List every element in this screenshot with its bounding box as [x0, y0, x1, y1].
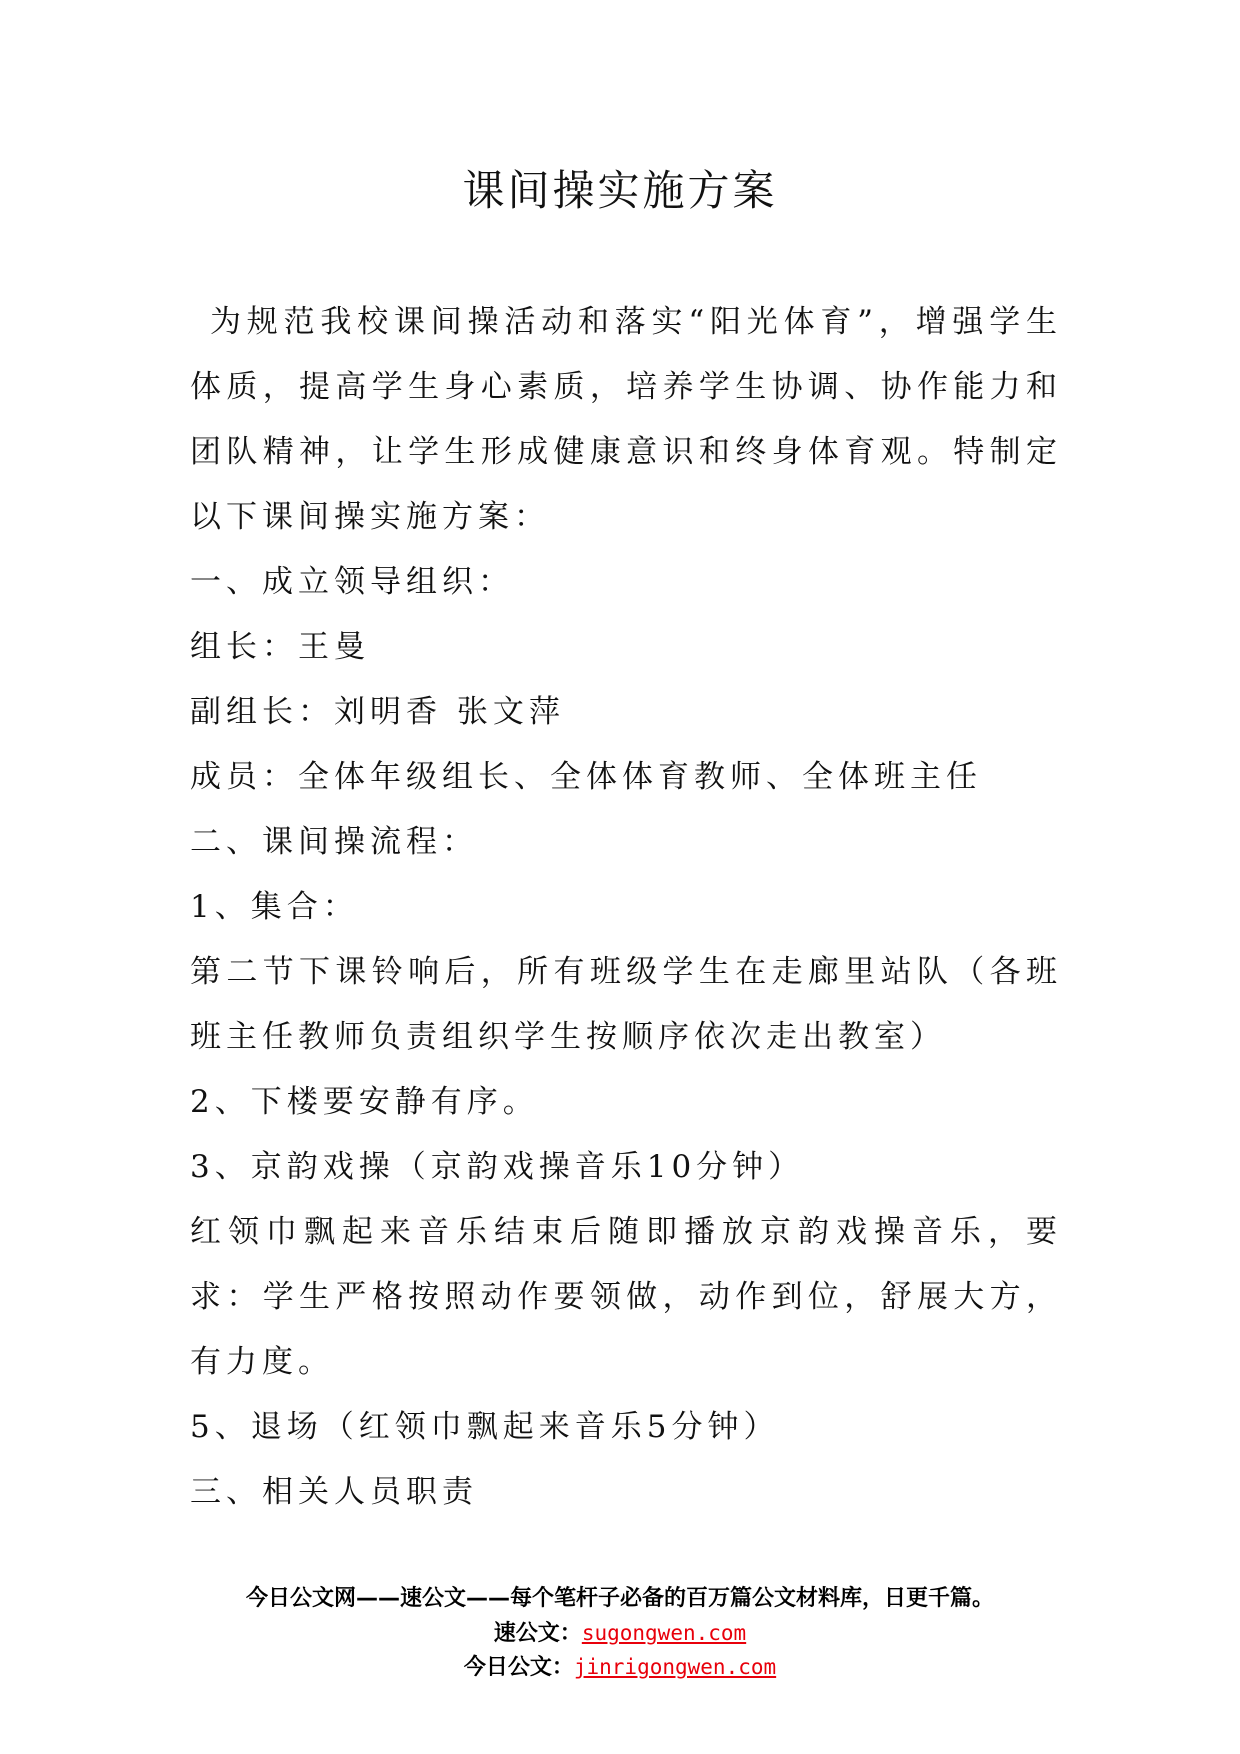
leader-line: 组长：王曼: [190, 629, 370, 665]
footer-slogan: 今日公文网——速公文——每个笔杆子必备的百万篇公文材料库，日更千篇。: [245, 1586, 994, 1611]
deputy-leader-line: 副组长：刘明香 张文萍: [190, 694, 565, 730]
opera-exercise-detail: 红领巾飘起来音乐结束后随即播放京韵戏操音乐，要求：学生严格按照动作要领做，动作到位，舒展大方，有力度。: [190, 1214, 1062, 1380]
document-title: 课间操实施方案: [462, 166, 778, 215]
footer-site2-label: 今日公文：: [463, 1655, 574, 1680]
footer-site2-link[interactable]: jinrigongwen.com: [573, 1655, 777, 1679]
section-heading-process: 二、课间操流程：: [190, 824, 478, 860]
step-downstairs: 2、下楼要安静有序。: [190, 1084, 539, 1120]
footer-site1-label: 速公文：: [493, 1621, 582, 1646]
section-heading-duties: 三、相关人员职责: [190, 1474, 478, 1510]
assemble-detail: 第二节下课铃响后，所有班级学生在走廊里站队（各班班主任教师负责组织学生按顺序依次走出教室）: [190, 954, 1062, 1055]
step-exit: 5、退场（红领巾飘起来音乐5分钟）: [190, 1409, 780, 1445]
step-opera-exercise: 3、京韵戏操（京韵戏操音乐10分钟）: [190, 1149, 805, 1185]
document-body: [190, 290, 1062, 1525]
intro-paragraph: 为规范我校课间操活动和落实“阳光体育”，增强学生体质，提高学生身心素质，培养学生协调、协作能力和团队精神，让学生形成健康意识和终身体育观。特制定以下课间操实施方案：: [190, 304, 1062, 535]
step-assemble: 1、集合：: [190, 889, 359, 925]
footer: [0, 1582, 1240, 1684]
footer-site1-link[interactable]: sugongwen.com: [581, 1621, 747, 1645]
footer-site1: [0, 1616, 1240, 1650]
members-line: 成员：全体年级组长、全体体育教师、全体班主任: [190, 759, 982, 795]
footer-site2: [0, 1650, 1240, 1684]
section-heading-leadership: 一、成立领导组织：: [190, 564, 514, 600]
